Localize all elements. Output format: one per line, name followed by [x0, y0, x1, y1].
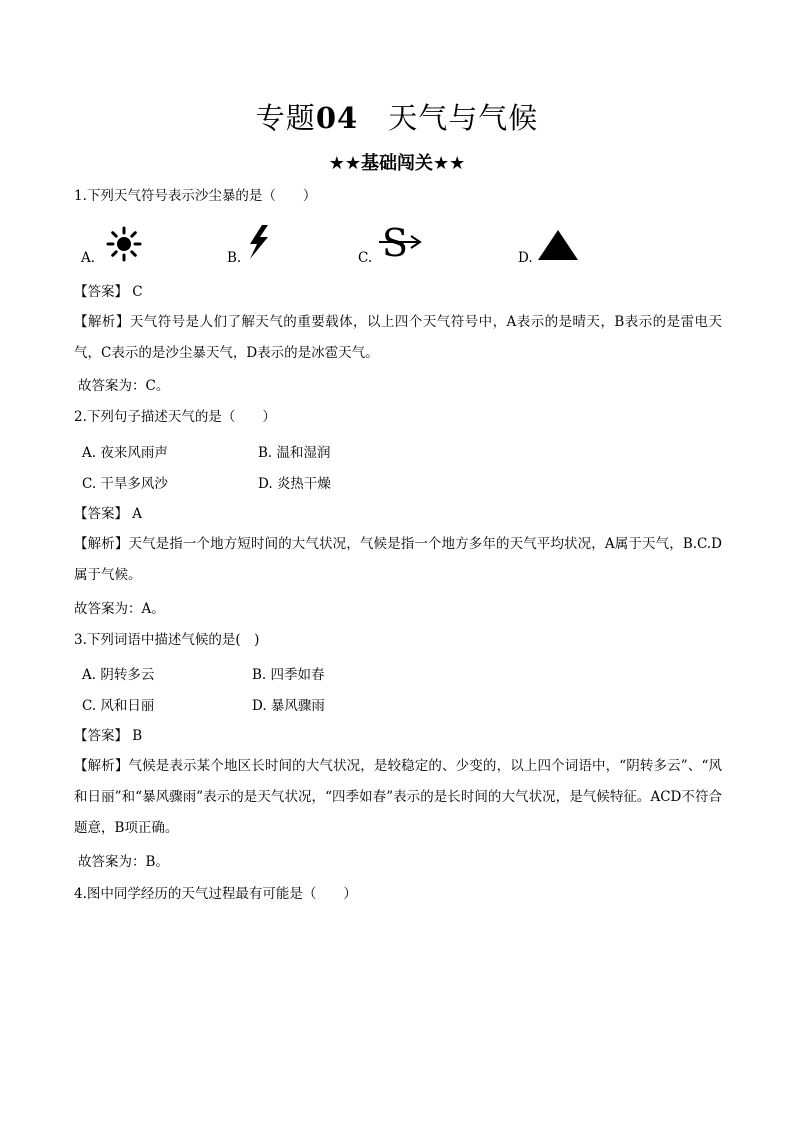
lightning-icon	[244, 224, 272, 260]
answer-value: C	[132, 284, 143, 300]
sandstorm-icon	[378, 222, 424, 262]
q3-analysis	[74, 751, 722, 844]
q1-analysis	[74, 307, 722, 369]
q3-option-a: A. 阴转多云	[82, 667, 155, 683]
answer-label: 【答案】	[74, 284, 128, 300]
q1-option-d-letter: D.	[518, 250, 533, 266]
q3-option-d: D. 暴风骤雨	[252, 698, 325, 714]
answer-value: B	[132, 728, 143, 744]
title-topic: 天气与气候	[388, 101, 539, 135]
question-4-stem: 4.图中同学经历的天气过程最有可能是（ ）	[74, 886, 357, 902]
q3-answer	[74, 726, 142, 746]
q2-option-b: B. 温和湿润	[258, 445, 331, 461]
answer-label: 【答案】	[74, 506, 128, 522]
svg-text:S: S	[382, 222, 409, 262]
analysis-text: 天气符号是人们了解天气的重要载体，以上四个天气符号中，A表示的是晴天，B表示的是雷电天气，C表示的是沙尘暴天气，D表示的是冰雹天气。	[74, 314, 722, 361]
analysis-label: 【解析】	[74, 314, 130, 330]
answer-label: 【答案】	[74, 728, 128, 744]
q2-option-a: A. 夜来风雨声	[82, 445, 168, 461]
title-main: 专题	[255, 101, 316, 135]
question-1-stem: 1.下列天气符号表示沙尘暴的是（ ）	[74, 188, 317, 204]
section-subtitle: ★★基础闯关★★	[328, 153, 466, 174]
q3-option-c: C. 风和日丽	[82, 698, 155, 714]
title-number: 04	[315, 101, 359, 135]
q1-option-a-letter: A.	[81, 250, 96, 266]
q2-final-answer: 故答案为：A。	[74, 601, 165, 617]
q2-option-d: D. 炎热干燥	[258, 476, 331, 492]
question-2-stem: 2.下列句子描述天气的是（ ）	[74, 409, 276, 425]
page-title	[0, 96, 794, 137]
q3-final-answer: 故答案为：B。	[78, 854, 169, 870]
hail-triangle-icon	[537, 229, 579, 261]
analysis-text: 气候是表示某个地区长时间的大气状况，是较稳定的、少变的，以上四个词语中，“阴转多云”、“风和日丽”和“暴风骤雨”表示的是天气状况，“四季如春”表示的是长时间的大气状况，是气候特征。ACD不符合题意，B项正确。	[74, 758, 722, 836]
answer-value: A	[132, 506, 143, 522]
analysis-text: 天气是指一个地方短时间的大气状况，气候是指一个地方多年的天气平均状况，A属于天气，B.C.D属于气候。	[74, 536, 722, 583]
q2-answer	[74, 504, 142, 524]
analysis-label: 【解析】	[74, 758, 129, 774]
q1-answer	[74, 282, 143, 302]
q1-final-answer: 故答案为：C。	[78, 378, 170, 394]
q1-option-c-letter: C.	[358, 250, 373, 266]
question-3-stem: 3.下列词语中描述气候的是( )	[74, 632, 260, 648]
q2-analysis	[74, 529, 722, 591]
q1-option-b-letter: B.	[227, 250, 242, 266]
sun-icon	[106, 226, 142, 262]
analysis-label: 【解析】	[74, 536, 129, 552]
q2-option-c: C. 干旱多风沙	[82, 476, 168, 492]
q3-option-b: B. 四季如春	[252, 667, 325, 683]
